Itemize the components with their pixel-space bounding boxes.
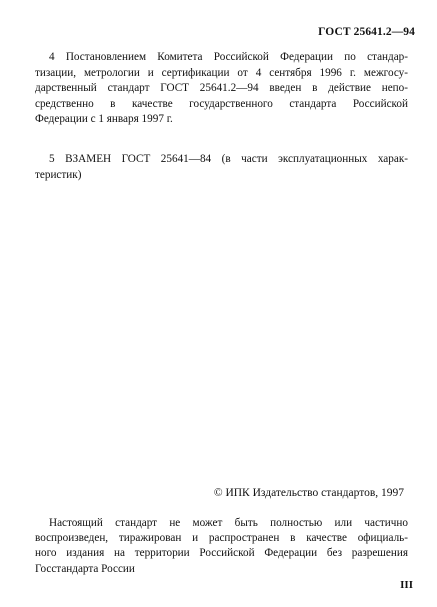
notice-line: Госстандарта России: [35, 562, 135, 575]
paragraph-4-line: Федерации с 1 января 1997 г.: [35, 113, 173, 125]
paragraph-4-line: средственно в качестве государственного стандарта Российской: [35, 97, 408, 110]
paragraph-4-line: тизации, метрологии и сертификации от 4 сентября 1996 г. межгосу-: [35, 66, 408, 79]
copyright-notice: © ИПК Издательство стандартов, 1997: [213, 487, 404, 499]
notice-line: Настоящий стандарт не может быть полностью или частично: [49, 517, 408, 529]
notice-line: воспроизведен, тиражирован и распространен в качестве официаль-: [35, 532, 408, 545]
paragraph-5: [35, 152, 408, 183]
document-code-header: ГОСТ 25641.2—94: [318, 26, 415, 38]
paragraph-4-line: 4 Постановлением Комитета Российской Федерации по стандар-: [49, 51, 408, 63]
paragraph-5-line: 5 ВЗАМЕН ГОСТ 25641—84 (в части эксплуатационных харак-: [49, 153, 408, 165]
paragraph-5-line: теристик): [35, 168, 82, 181]
page-number: III: [400, 579, 413, 591]
notice-line: ного издания на территории Российской Федерации без разрешения: [35, 547, 408, 560]
paragraph-4: [35, 50, 408, 128]
reproduction-notice: [35, 516, 408, 577]
paragraph-4-line: дарственный стандарт ГОСТ 25641.2—94 введен в действие непо-: [35, 82, 408, 94]
